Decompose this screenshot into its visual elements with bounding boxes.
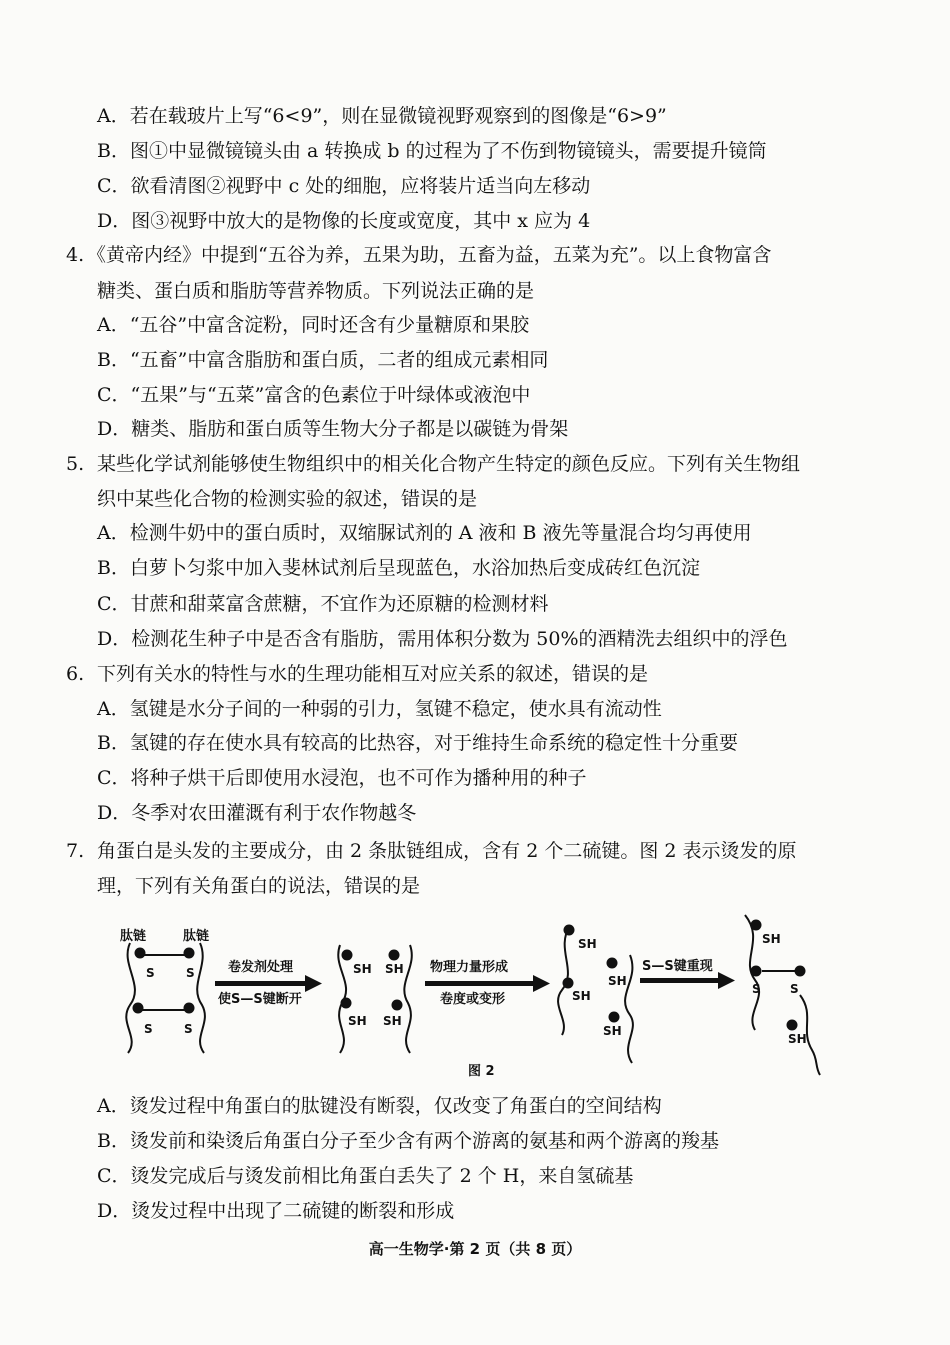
stage1-dot [133, 1003, 144, 1014]
stage4-sh-label: SH [788, 1032, 807, 1046]
arrow1-head [305, 975, 322, 992]
stage3-sh-label: SH [578, 937, 597, 951]
stage2-dot [341, 998, 352, 1009]
q5-option-b: B．白萝卜匀浆中加入斐林试剂后呈现蓝色，水浴加热后变成砖红色沉淀 [97, 557, 700, 579]
q6-option-b: B．氢键的存在使水具有较高的比热容，对于维持生命系统的稳定性十分重要 [97, 732, 738, 754]
stage4-s-label: S [790, 982, 799, 996]
stage1-s-label: S [146, 966, 155, 980]
arrow1-label-top: 卷发剂处理 [228, 960, 294, 975]
q7-option-b: B．烫发前和染烫后角蛋白分子至少含有两个游离的氨基和两个游离的羧基 [97, 1130, 719, 1152]
q3-option-b: B．图①中显微镜镜头由 a 转换成 b 的过程为了不伤到物镜镜头，需要提升镜筒 [97, 140, 767, 162]
stage1-s-label: S [144, 1022, 153, 1036]
q3-option-c: C．欲看清图②视野中 c 处的细胞，应将装片适当向左移动 [97, 175, 591, 197]
stage4-dot [787, 1020, 798, 1031]
arrow2-shaft [425, 981, 533, 986]
stage1-dot [135, 948, 146, 959]
stage2-dot [389, 950, 400, 961]
q4-stem-line2: 糖类、蛋白质和脂肪等营养物质。下列说法正确的是 [97, 280, 535, 302]
q5-number: 5. [66, 453, 85, 475]
arrow2-head [533, 975, 550, 992]
label-peptide-chain-2: 肽链 [183, 929, 210, 944]
q4-option-d: D．糖类、脂肪和蛋白质等生物大分子都是以碳链为骨架 [97, 418, 569, 440]
q4-option-b: B．“五畜”中富含脂肪和蛋白质，二者的组成元素相同 [97, 349, 549, 371]
stage3-sh-label: SH [603, 1024, 622, 1038]
q4-number: 4. [66, 244, 85, 266]
q3-option-d: D．图③视野中放大的是物像的长度或宽度，其中 x 应为 4 [97, 210, 591, 232]
q5-stem-line2: 织中某些化合物的检测实验的叙述，错误的是 [97, 488, 478, 510]
q5-stem-line1: 某些化学试剂能够使生物组织中的相关化合物产生特定的颜色反应。下列有关生物组 [97, 453, 801, 475]
stage2-sh-label: SH [348, 1014, 367, 1028]
q4-stem-line1: 《黄帝内经》中提到“五谷为养，五果为助，五畜为益，五菜为充”。以上食物富含 [87, 244, 772, 266]
stage3-dot [563, 978, 574, 989]
q6-number: 6. [66, 663, 85, 685]
stage1-s-label: S [186, 966, 195, 980]
stage4-dot [751, 966, 762, 977]
arrow1-shaft [215, 981, 305, 986]
figure-caption: 图 2 [468, 1064, 495, 1079]
label-peptide-chain-1: 肽链 [120, 929, 147, 944]
stage1-chain-right [197, 943, 205, 1053]
arrow2-label-top: 物理力量形成 [430, 960, 509, 975]
stage1-dot [184, 1003, 195, 1014]
arrow3-label-top: S—S键重现 [642, 959, 713, 974]
stage3-dot [564, 925, 575, 936]
q7-option-a: A．烫发过程中角蛋白的肽键没有断裂，仅改变了角蛋白的空间结构 [97, 1095, 662, 1117]
q5-option-a: A．检测牛奶中的蛋白质时，双缩脲试剂的 A 液和 B 液先等量混合均匀再使用 [97, 522, 752, 544]
q7-stem-line2: 理，下列有关角蛋白的说法，错误的是 [97, 875, 421, 897]
stage2-sh-label: SH [383, 1014, 402, 1028]
stage1-dot [184, 948, 195, 959]
q5-option-c: C．甘蔗和甜菜富含蔗糖，不宜作为还原糖的检测材料 [97, 593, 549, 615]
stage3-dot [609, 1012, 620, 1023]
q4-option-a: A．“五谷”中富含淀粉，同时还含有少量糖原和果胶 [97, 314, 530, 336]
q7-option-d: D．烫发过程中出现了二硫键的断裂和形成 [97, 1200, 455, 1222]
q6-option-d: D．冬季对农田灌溉有利于农作物越冬 [97, 802, 417, 824]
stage4-s-label: S [752, 982, 761, 996]
q7-stem-line1: 角蛋白是头发的主要成分，由 2 条肽链组成，含有 2 个二硫键。图 2 表示烫发的原 [97, 840, 797, 862]
stage1-s-label: S [184, 1022, 193, 1036]
arrow1-label-bottom: 使S—S键断开 [218, 992, 302, 1007]
q3-option-a: A．若在载玻片上写“6<9”，则在显微镜视野观察到的图像是“6>9” [97, 105, 667, 127]
stage4-dot [795, 966, 806, 977]
stage2-dot [392, 1000, 403, 1011]
arrow3-shaft [640, 978, 718, 983]
figure-2-keratin-perm-diagram [100, 905, 840, 1085]
stage2-sh-label: SH [385, 962, 404, 976]
stage4-dot [751, 920, 762, 931]
stage3-sh-label: SH [572, 989, 591, 1003]
stage3-chain-right [625, 955, 633, 1063]
page-footer: 高一生物学·第 2 页（共 8 页） [368, 1240, 582, 1258]
stage2-sh-label: SH [353, 962, 372, 976]
q7-option-c: C．烫发完成后与烫发前相比角蛋白丢失了 2 个 H，来自氢硫基 [97, 1165, 634, 1187]
q7-number: 7. [66, 840, 85, 862]
stage1-chain-left [126, 943, 135, 1053]
q6-option-a: A．氢键是水分子间的一种弱的引力，氢键不稳定，使水具有流动性 [97, 698, 662, 720]
stage3-dot [607, 958, 618, 969]
stage2-chain-right [404, 945, 411, 1053]
q6-option-c: C．将种子烘干后即使用水浸泡，也不可作为播种用的种子 [97, 767, 587, 789]
q6-stem-line1: 下列有关水的特性与水的生理功能相互对应关系的叙述，错误的是 [97, 663, 649, 685]
arrow3-head [718, 972, 735, 989]
stage2-dot [342, 950, 353, 961]
stage3-sh-label: SH [608, 974, 627, 988]
arrow2-label-bottom: 卷度或变形 [440, 992, 506, 1007]
q4-option-c: C．“五果”与“五菜”富含的色素位于叶绿体或液泡中 [97, 384, 531, 406]
stage4-sh-label: SH [762, 932, 781, 946]
q5-option-d: D．检测花生种子中是否含有脂肪，需用体积分数为 50%的酒精洗去组织中的浮色 [97, 628, 788, 650]
